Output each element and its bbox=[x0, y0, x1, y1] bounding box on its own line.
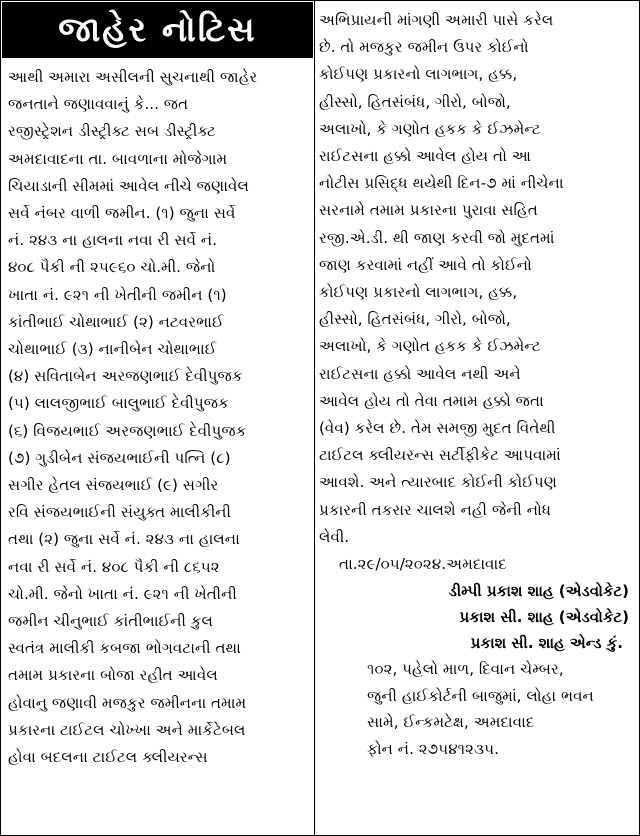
notice-line: નં. ૨૪૩ ના હાલના નવા રી સર્વે નં. bbox=[8, 231, 218, 250]
phone-number: ફોન નં. ૨૭૫૪૧૨૩૫. bbox=[367, 739, 499, 758]
notice-line: હોવાનુ જણાવી મજકુર જમીનના તમામ bbox=[8, 693, 247, 712]
notice-line: સરનામે તમામ પ્રકારના પુરાવા સહિત bbox=[319, 201, 538, 220]
notice-line: (વેવ) કરેલ છે. તેમ સમજી મુદત વિતેથી bbox=[319, 419, 556, 438]
notice-line: ચો.મી. જેનો ખાતા નં. ૯૨૧ ની ખેતીની bbox=[8, 584, 237, 603]
notice-line: અલાખો, કે ગણોત હકક કે ઈઝમેન્ટ bbox=[319, 119, 541, 138]
column-divider bbox=[314, 1, 315, 835]
notice-line: આથી અમારા અસીલની સુચનાથી જાહેર bbox=[8, 68, 258, 86]
address-line: સામે, ઈન્કમટેક્ષ, અમદાવાદ bbox=[367, 713, 535, 732]
notice-line: રજી.એ.ડી. થી જાણ કરવી જો મુદતમાં bbox=[319, 228, 555, 247]
notice-line: ખાતા નં. ૯૨૧ ની ખેતીની જમીન (૧) bbox=[8, 285, 227, 304]
notice-body-left bbox=[2, 58, 313, 771]
notice-line: ચિયાડાની સીમમાં આવેલ નીચે જણાવેલ bbox=[8, 176, 249, 195]
notice-line: તમામ પ્રકારના બોજા રહીત આવેલ bbox=[8, 666, 218, 685]
notice-line: (૪) સવિતાબેન અરજણભાઈ દેવીપુજક bbox=[8, 367, 243, 386]
notice-line: અલાખો, કે ગણોત હકક કે ઈઝમેન્ટ bbox=[319, 337, 541, 356]
notice-line: સ્વતંત્ર માલીકી કબજા ભોગવટાની તથા bbox=[8, 639, 241, 658]
notice-line: ૪૦૮ પૈકી ની ૨૫૯૬૦ ચો.મી. જેનો bbox=[8, 258, 216, 277]
notice-line: આવશે. અને ત્યારબાદ કોઈની કોઈપણ bbox=[319, 473, 557, 492]
notice-line: સગીર હેતલ સંજયભાઈ (૯) સગીર bbox=[8, 476, 219, 495]
notice-line: પ્રકારની તકરાર ચાલશે નહી જેની નોધ bbox=[319, 500, 551, 519]
firm-name: પ્રકાશ સી. શાહ એન્ડ કું. bbox=[470, 634, 623, 653]
notice-line: ચોથાભાઈ (૩) નાનીબેન ચોથાભાઈ bbox=[8, 340, 217, 359]
notice-line: અમદાવાદના તા. બાવળાના મોજેગામ bbox=[8, 149, 228, 168]
notice-line: અભિપ્રાયની માંગણી અમારી પાસે કરેલ bbox=[319, 11, 554, 29]
notice-left-column bbox=[2, 2, 313, 835]
notice-title: જાહેર નોટિસ bbox=[2, 2, 313, 58]
notice-line: રાઈટસના હક્કો આવેલ હોય તો આ bbox=[319, 147, 532, 166]
notice-line: તથા (૨) જુના સર્વે નં. ૨૪૩ ના હાલના bbox=[8, 530, 240, 549]
notice-line: (૭) ગુડીબેન સંજયભાઈની પત્નિ (૮) bbox=[8, 448, 231, 467]
notice-line: લેવી. bbox=[319, 527, 350, 546]
notice-line: જાણ કરવામાં નહીં આવે તો કોઈનો bbox=[319, 255, 532, 274]
notice-line: નવા રી સર્વે નં. ૪૦૮ પૈકી ની ૮૬૫૨ bbox=[8, 557, 220, 576]
notice-line: ટાઈટલ ક્લીયરન્સ સર્ટીફીકેટ આપવામાં bbox=[319, 446, 561, 465]
address-line: જુની હાઈકોર્ટની બાજુમાં, લોહા ભવન bbox=[367, 686, 594, 705]
notice-line: (૫) લાલજીભાઈ બાલુભાઈ દેવીપુજક bbox=[8, 394, 229, 413]
notice-right-column bbox=[319, 7, 635, 762]
notice-line: હીસ્સો, હિતસંબંધ, ગીરો, બોજો, bbox=[319, 92, 511, 111]
notice-line: (૬) વિજયભાઈ અરજણભાઈ દેવીપુજક bbox=[8, 421, 247, 440]
notice-line: કાંતીભાઈ ચોથાભાઈ (૨) નટવરભાઈ bbox=[8, 312, 224, 331]
firm-address bbox=[319, 656, 635, 762]
notice-line: આવેલ હોય તો તેવા તમામ હક્કો જતા bbox=[319, 391, 544, 410]
notice-date: તા.૨૯/૦૫/૨૦૨૪.અમદાવાદ bbox=[339, 555, 507, 574]
address-line: ૧૦૨, પહેલો માળ, દિવાન ચેમ્બર, bbox=[367, 660, 564, 679]
notice-line: હોવા બદલના ટાઈટલ ક્લીયરન્સ bbox=[8, 748, 208, 767]
notice-line: રાઈટસના હક્કો આવેલ નથી અને bbox=[319, 364, 521, 383]
notice-body-right bbox=[319, 7, 635, 551]
notice-line: સર્વે નંબર વાળી જમીન. (૧) જુના સર્વે bbox=[8, 204, 236, 223]
notice-line: જનતાને જણાવવાનું કે... જત bbox=[8, 95, 189, 114]
notice-line: નોટીસ પ્રસિદ્ધ થયેથી દિન-૭ માં નીચેના bbox=[319, 174, 564, 193]
notice-line: જમીન ચીનુભાઈ કાંતીભાઈની કુલ bbox=[8, 612, 213, 631]
notice-line: હીસ્સો, હિતસંબંધ, ગીરો, બોજો, bbox=[319, 310, 511, 329]
signatory-name: ડીમ્પી પ્રકાશ શાહ (એડવોકેટ) bbox=[448, 582, 629, 601]
signatory-name: પ્રકાશ સી. શાહ (એડવોકેટ) bbox=[459, 608, 629, 627]
notice-line: કોઈપણ પ્રકારનો લાગભાગ, હક્ક, bbox=[319, 283, 518, 302]
notice-line: પ્રકારના ટાઈટલ ચોખ્ખા અને માર્કેટેબલ bbox=[8, 720, 246, 739]
notice-line: છે. તો મજકુર જમીન ઉપર કોઈનો bbox=[319, 38, 529, 57]
notice-line: કોઈપણ પ્રકારનો લાગભાગ, હક્ક, bbox=[319, 65, 518, 84]
notice-line: રવિ સંજયભાઈની સંયુક્ત માલીકીની bbox=[8, 503, 231, 522]
notice-line: રજીસ્ટ્રેશન ડીસ્ટ્રીક્ટ સબ ડીસ્ટ્રીક્ટ bbox=[8, 122, 216, 141]
